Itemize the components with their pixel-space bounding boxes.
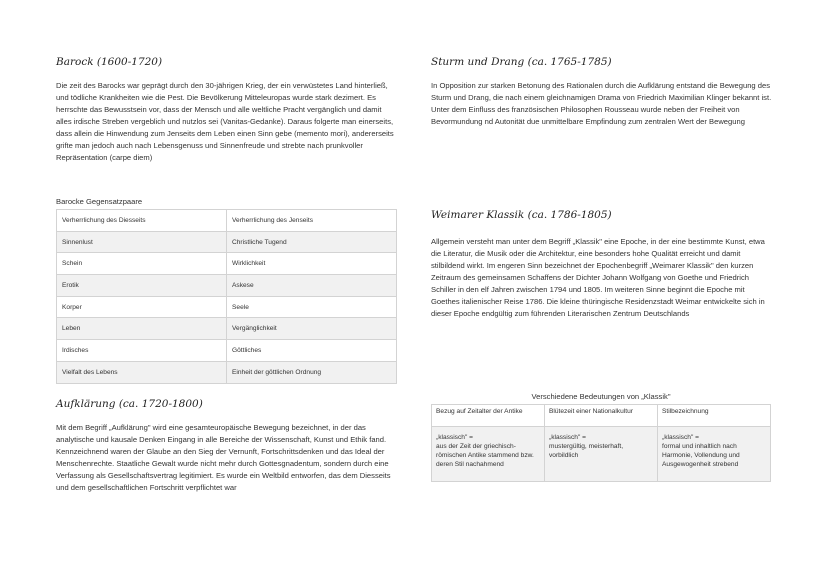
- sturm-heading: Sturm und Drang (ca. 1765-1785): [431, 56, 612, 68]
- barock-text: Die zeit des Barocks war geprägt durch den 30-jährigen Krieg, der ein verwüstetes Land hinterließ, und tödliche Krankheiten wie die Pest. Die Bevölkerung Mitteleuropas wurde stark dezimert. Es herrschte das Bewusstsein vor, dass der Mensch und alle weltliche Pracht vergänglich und damit alles irdische Streben vergeblich und nutzlos sei (Vanitas-Gedanke). Daraus folgerte man einerseits, dass allein die Hinwendung zum Jenseits dem Leben einen Sinn gebe (memento mori), andererseits grifte man jedoch auch nach Lebensgenuss und Sinnenfreude und strebte nach prunkvoller Repräsentation (carpe diem): [56, 81, 394, 162]
- klassik-cell: [658, 427, 771, 482]
- weimarer-text: Allgemein versteht man unter dem Begriff „Klassik" eine Epoche, in der eine bestimmte Kunst, etwa die Literatur, die Musik oder die Architektur, eine besonders hohe Qualität erreicht und damit stilbildend wirkt. Im engeren Sinn bezeichnet der Epochenbegriff „Weimarer Klassik" den kurzen Zeitraum des gemeinsamen Schaffens der Dichter Johann Wolfgang von Goethe und Friedrich Schiller in den elf Jahren zwischen 1794 und 1805. Im weiteren Sinne beginnt die Epoche mit Goethes italienischer Reise 1786. Die kleine thüringische Residenzstadt Weimar entwickelte sich in dieser Epoche endgültig zum führenden Literarischen Zentrum Deutschlands: [431, 237, 765, 318]
- table-row: [57, 296, 397, 318]
- table-cell: Göttliches: [227, 340, 397, 362]
- table-cell: Einheit der göttlichen Ordnung: [227, 361, 397, 383]
- table-cell: Verherrlichung des Jenseits: [227, 210, 397, 232]
- table-cell: Leben: [57, 318, 227, 340]
- table-cell: Erotik: [57, 275, 227, 297]
- table-cell: Irdisches: [57, 340, 227, 362]
- klassik-term: „klassisch" =: [549, 434, 586, 441]
- table-cell: Wirklichkeit: [227, 253, 397, 275]
- aufklaerung-text: Mit dem Begriff „Aufklärung" wird eine gesamteuropäische Bewegung bezeichnet, in der das analytische und kausale Denken Eingang in alle Bereiche der Wissenschaft, Kunst und Ethik fand. Kennzeichnend waren der Glaube an den Sieg der Vernunft, Fortschrittsdenken und das Ideal der Menschenrechte. Staatliche Gewalt wurde nicht mehr durch Gottesgnadentum, sondern durch eine Verfassung als Gesellschaftsvertrag legitimiert. Es wurde ein Weltbild entworfen, das dem Diesseits und dem gesellschaftlichen Fortschritt verpflichtet war: [56, 423, 391, 492]
- barock-heading: Barock (1600-1720): [56, 56, 163, 68]
- table-cell: Schein: [57, 253, 227, 275]
- klassik-cell: [545, 427, 658, 482]
- barock-table: [56, 209, 397, 384]
- table-row: [57, 318, 397, 340]
- klassik-term: „klassisch" =: [662, 434, 699, 441]
- aufklaerung-heading: Aufklärung (ca. 1720-1800): [56, 398, 203, 410]
- table-cell: Sinnenlust: [57, 231, 227, 253]
- table-row: [57, 253, 397, 275]
- table-row: [57, 361, 397, 383]
- table-cell: Korper: [57, 296, 227, 318]
- table-row: [57, 340, 397, 362]
- table-cell: Christliche Tugend: [227, 231, 397, 253]
- table-cell: Vielfalt des Lebens: [57, 361, 227, 383]
- table-row: [57, 275, 397, 297]
- klassik-header-cell: Bezug auf Zeitalter der Antike: [432, 405, 545, 427]
- table-row: [57, 210, 397, 232]
- klassik-desc: formal und inhaltlich nach Harmonie, Vollendung und Ausgewogenheit strebend: [662, 443, 740, 468]
- table-row: [57, 231, 397, 253]
- weimarer-heading: Weimarer Klassik (ca. 1786-1805): [431, 209, 612, 221]
- klassik-desc: aus der Zeit der griechisch-römischen Antike stammend bzw. deren Stil nachahmend: [436, 443, 534, 468]
- table-cell: Vergänglichkeit: [227, 318, 397, 340]
- table-cell: Verherrlichung des Diesseits: [57, 210, 227, 232]
- barock-table-caption: Barocke Gegensatzpaare: [56, 197, 143, 206]
- klassik-header-cell: Stilbezeichnung: [658, 405, 771, 427]
- table-cell: Seele: [227, 296, 397, 318]
- klassik-term: „klassisch" =: [436, 434, 473, 441]
- table-cell: Askese: [227, 275, 397, 297]
- klassik-table: [431, 404, 771, 482]
- klassik-cell: [432, 427, 545, 482]
- klassik-table-caption: Verschiedene Bedeutungen von „Klassik": [531, 392, 671, 401]
- sturm-text: In Opposition zur starken Betonung des Rationalen durch die Aufklärung entstand die Bewegung des Sturm und Drang, die nach einem gleichnamigen Drama von Friedrich Maximilian Klinger bekannt ist. Unter dem Einfluss des französischen Philosophen Rousseau wurde neben der Freiheit von Bevormundung nd Autonität due unmittelbare Empfindung zum zentralen Wert der Bewegung: [431, 81, 772, 126]
- klassik-desc: mustergültig, meisterhaft, vorbildlich: [549, 443, 624, 459]
- klassik-header-cell: Blütezeit einer Nationalkultur: [545, 405, 658, 427]
